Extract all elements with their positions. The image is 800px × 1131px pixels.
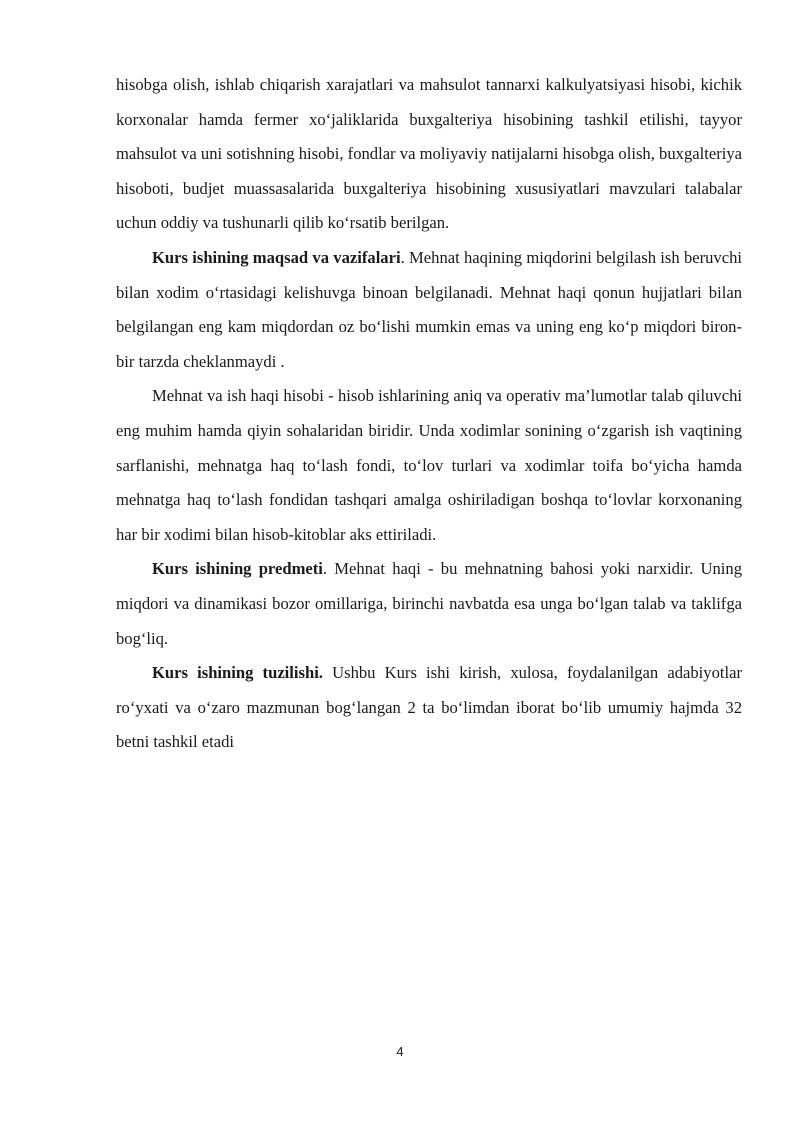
paragraph-text: . Mehnat haqining miqdorini belgilash ish beruvchi bilan xodim o‘rtasidagi kelishuvga binoan belgilanadi. Mehnat haqi qonun hujjatlari bilan belgilangan eng kam miqdordan oz bo‘lishi mumkin emas va uning eng ko‘p miqdori biron-bir tarzda cheklanmaydi . [116,247,743,371]
paragraph-text: Ushbu Kurs ishi kirish, xulosa, foydalanilgan adabiyotlar ro‘yxati va o‘zaro mazmunan bog‘langan 2 ta bo‘limdan iborat bo‘lib umumiy hajmda 32 betni tashkil etadi [116,663,742,752]
paragraph-purpose-and-tasks [116,241,742,379]
paragraph-text: Mehnat va ish haqi hisobi - hisob ishlarining aniq va operativ ma’lumotlar talab qiluvchi eng muhim hamda qiyin sohalaridan biridir. Unda xodimlar sonining o‘zgarish ish vaqtining sarflanishi, mehnatga haq to‘lash fondi, to‘lov turlari va xodimlar toifa bo‘yicha hamda mehnatga haq to‘lash fondidan tashqari amalga oshiriladigan boshqa to‘lovlar korxonaning har bir xodimi bilan hisob-kitoblar aks ettiriladi. [116,386,742,544]
paragraph-heading: Kurs ishining maqsad va vazifalari [152,247,401,267]
paragraph-intro-continuation [116,68,742,241]
paragraph-subject [116,552,742,656]
paragraph-heading: Kurs ishining tuzilishi. [152,663,323,683]
paragraph-heading: Kurs ishining predmeti [152,559,323,579]
paragraph-structure [116,656,742,760]
document-body [116,68,742,760]
paragraph-text: hisobga olish, ishlab chiqarish xarajatlari va mahsulot tannarxi kalkulyatsiyasi hisobi, kichik korxonalar hamda fermer xo‘jaliklarida buxgalteriya hisobining tashkil etilishi, tayyor mahsulot va uni sotishning hisobi, fondlar va moliyaviy natijalarni hisobga olish, buxgalteriya hisoboti, budjet muassasalarida buxgalteriya hisobining xususiyatlari mavzulari talabalar uchun oddiy va tushunarli qilib ko‘rsatib berilgan. [116,75,742,233]
page-number: 4 [396,1044,404,1059]
paragraph-text: . Mehnat haqi - bu mehnatning bahosi yoki narxidir. Uning miqdori va dinamikasi bozor omillariga, birinchi navbatda esa unga bo‘lgan talab va taklifga bog‘liq. [116,559,742,648]
paragraph-labor-accounting [116,379,742,552]
